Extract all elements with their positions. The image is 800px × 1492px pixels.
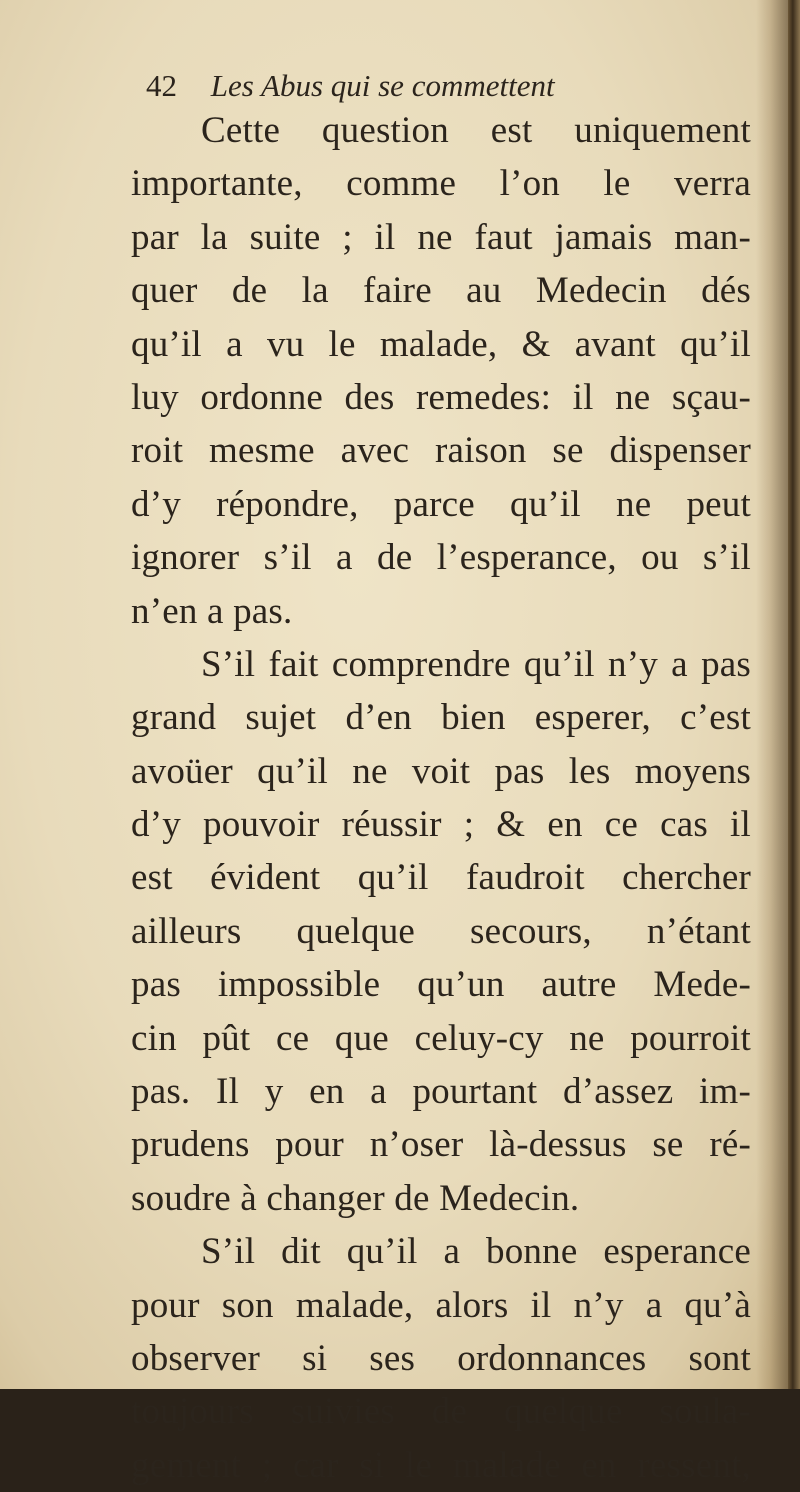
page-gutter-shadow xyxy=(756,0,788,1389)
book-edge xyxy=(788,0,800,1389)
text-line: S’il dit qu’il a bonne esperance xyxy=(201,1231,751,1273)
text-line: ignorer s’il a de l’esperance, ou s’il xyxy=(131,537,751,579)
text-line: soudre à changer de Medecin. xyxy=(131,1177,580,1219)
text-line: luy ordonne des remedes: il ne sçau- xyxy=(131,376,751,418)
text-line: n’en a pas. xyxy=(131,590,293,632)
page-number: 42 xyxy=(146,68,177,103)
text-line: ailleurs quelque secours, n’étant xyxy=(131,910,751,952)
running-header xyxy=(146,64,746,108)
text-line: importante, comme l’on le verra xyxy=(131,163,751,205)
text-line: pour son malade, alors il n’y a qu’à xyxy=(131,1284,751,1326)
text-line: est évident qu’il faudroit chercher xyxy=(131,857,751,899)
text-line: avoüer qu’il ne voit pas les moyens xyxy=(131,750,751,792)
text-line: d’y pouvoir réussir ; & en ce cas il xyxy=(131,804,751,846)
running-title: Les Abus qui se commettent xyxy=(210,68,555,103)
text-line: toujours suivies de quelque soula- xyxy=(131,1391,751,1433)
text-line: grand sujet d’en bien esperer, c’est xyxy=(131,697,751,739)
text-line: pas impossible qu’un autre Mede- xyxy=(131,964,751,1006)
text-line: observer si ses ordonnances sont xyxy=(131,1337,751,1379)
body-text xyxy=(131,104,751,1492)
text-line: Cette question est uniquement xyxy=(201,110,751,151)
text-line: prudens pour n’oser là-dessus se ré- xyxy=(131,1124,751,1166)
text-line: S’il fait comprendre qu’il n’y a pas xyxy=(201,643,751,685)
text-line: cin pût ce que celuy-cy ne pourroit xyxy=(131,1017,751,1059)
text-line: gement ; car si le malade en ressent, xyxy=(131,1444,751,1486)
text-line: quer de la faire au Medecin dés xyxy=(131,270,751,312)
text-line: d’y répondre, parce qu’il ne peut xyxy=(131,483,751,525)
text-line: roit mesme avec raison se dispenser xyxy=(131,430,751,472)
text-line: par la suite ; il ne faut jamais man- xyxy=(131,216,751,258)
text-line: qu’il a vu le malade, & avant qu’il xyxy=(131,323,751,365)
text-line: pas. Il y en a pourtant d’assez im- xyxy=(131,1071,751,1113)
